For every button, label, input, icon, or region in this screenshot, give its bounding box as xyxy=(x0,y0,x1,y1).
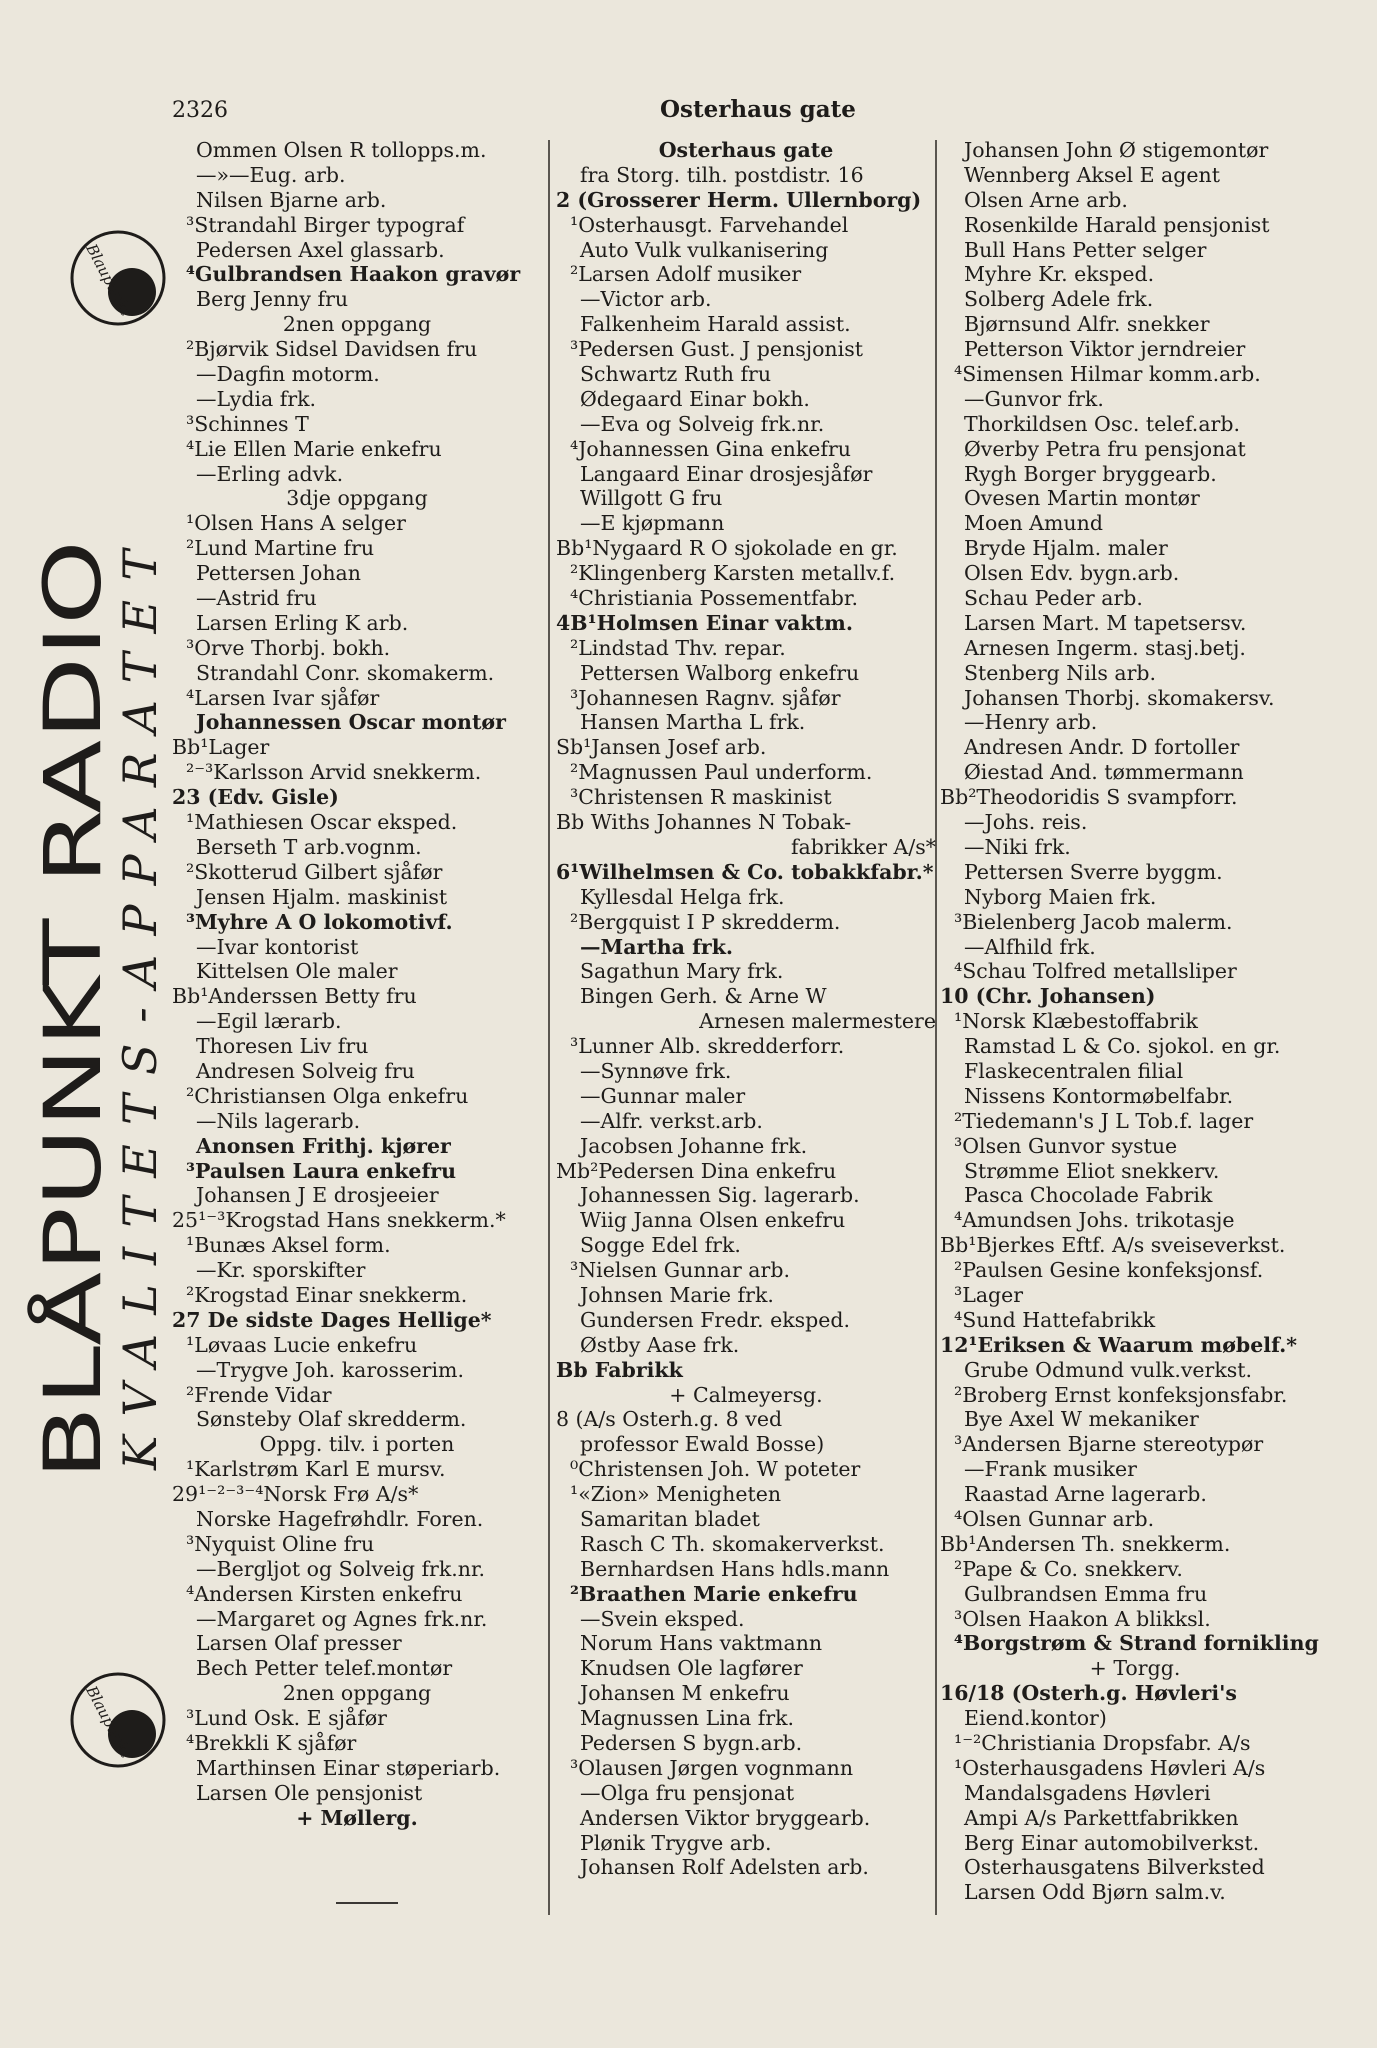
directory-line: —Martha frk. xyxy=(580,934,734,959)
directory-line: ³Myhre A O lokomotivf. xyxy=(186,909,453,934)
directory-line: Øverby Petra fru pensjonat xyxy=(964,436,1246,461)
directory-line: Strandahl Conr. skomakerm. xyxy=(196,660,495,685)
directory-line: ⁴Andersen Kirsten enkefru xyxy=(186,1581,463,1606)
directory-line: Kyllesdal Helga frk. xyxy=(580,884,785,909)
directory-line: Knudsen Ole lagfører xyxy=(580,1656,803,1681)
directory-line: —Bergljot og Solveig frk.nr. xyxy=(196,1556,486,1581)
directory-line: Willgott G fru xyxy=(580,486,723,511)
directory-line: Falkenheim Harald assist. xyxy=(580,312,851,337)
directory-line: + Torgg. xyxy=(1089,1656,1181,1681)
directory-line: ³Bielenberg Jacob malerm. xyxy=(954,909,1233,934)
directory-line: ²Bjørvik Sidsel Davidsen fru xyxy=(186,337,478,362)
directory-line: ²Larsen Adolf musiker xyxy=(570,262,802,287)
column-rule xyxy=(548,140,550,1915)
directory-line: ³Lager xyxy=(954,1282,1024,1307)
directory-line: Kittelsen Ole maler xyxy=(196,959,398,984)
directory-line: Rasch C Th. skomakerverkst. xyxy=(580,1531,885,1556)
directory-line: Bech Petter telef.montør xyxy=(196,1656,453,1681)
directory-line: Bb²Theodoridis S svampforr. xyxy=(940,785,1238,810)
directory-line: ³Olausen Jørgen vognmann xyxy=(570,1755,854,1780)
directory-line: ²Christiansen Olga enkefru xyxy=(186,1083,469,1108)
directory-line: Wiig Janna Olsen enkefru xyxy=(580,1208,846,1233)
directory-line: Bb¹Lager xyxy=(172,735,270,760)
directory-line: ²Lund Martine fru xyxy=(186,536,375,561)
directory-line: ³Nyquist Oline fru xyxy=(186,1531,375,1556)
directory-line: ¹Osterhausgt. Farvehandel xyxy=(570,212,849,237)
directory-line: Bb¹Bjerkes Eftf. A/s sveiseverkst. xyxy=(940,1233,1286,1258)
directory-line: Larsen Ole pensjonist xyxy=(196,1780,423,1805)
directory-line: Sagathun Mary frk. xyxy=(580,959,784,984)
directory-line: ⁴Olsen Gunnar arb. xyxy=(954,1506,1155,1531)
directory-line: 6¹Wilhelmsen & Co. tobakkfabr.* xyxy=(556,859,934,884)
directory-line: Olsen Edv. bygn.arb. xyxy=(964,561,1180,586)
directory-line: Jensen Hjalm. maskinist xyxy=(196,884,448,909)
directory-line: Sønsteby Olaf skredderm. xyxy=(196,1407,467,1432)
directory-line: Osterhausgatens Bilverksted xyxy=(964,1855,1265,1880)
directory-line: ²Lindstad Thv. repar. xyxy=(570,635,786,660)
directory-line: ³Strandahl Birger typograf xyxy=(186,212,465,237)
directory-line: Jacobsen Johanne frk. xyxy=(580,1133,808,1158)
directory-line: ²Paulsen Gesine konfeksjonsf. xyxy=(954,1258,1264,1283)
directory-line: ²Bergquist I P skredderm. xyxy=(570,909,841,934)
directory-line: Anonsen Frithj. kjører xyxy=(196,1133,451,1158)
directory-line: 12¹Eriksen & Waarum møbelf.* xyxy=(940,1332,1298,1357)
directory-line: —Kr. sporskifter xyxy=(196,1258,366,1283)
directory-line: ³Schinnes T xyxy=(186,411,309,436)
directory-line: ⁴Brekkli K sjåfør xyxy=(186,1731,357,1755)
directory-line: Gulbrandsen Emma fru xyxy=(964,1581,1208,1606)
directory-line: Mandalsgadens Høvleri xyxy=(964,1780,1211,1805)
directory-line: Johansen Rolf Adelsten arb. xyxy=(580,1855,869,1880)
directory-line: ²Magnussen Paul underform. xyxy=(570,760,873,785)
directory-line: Samaritan bladet xyxy=(580,1506,760,1531)
directory-line: Bb¹Andersen Th. snekkerm. xyxy=(940,1531,1231,1556)
directory-line: Auto Vulk vulkanisering xyxy=(580,237,829,262)
directory-line: Pettersen Sverre byggm. xyxy=(964,859,1223,884)
directory-line: Gundersen Fredr. eksped. xyxy=(580,1307,851,1332)
blaupunkt-logo-top xyxy=(58,222,168,332)
vertical-advert xyxy=(29,540,168,1500)
directory-line: Rygh Borger bryggearb. xyxy=(964,461,1217,486)
directory-line: Bryde Hjalm. maler xyxy=(964,536,1168,561)
directory-line: Berg Jenny fru xyxy=(196,287,349,312)
directory-line: —Victor arb. xyxy=(580,287,712,312)
directory-line: Bull Hans Petter selger xyxy=(964,237,1207,262)
directory-line: Marthinsen Einar støperiarb. xyxy=(196,1755,501,1780)
directory-line: Grube Odmund vulk.verkst. xyxy=(964,1357,1253,1382)
directory-line: —Niki frk. xyxy=(964,834,1071,859)
directory-line: ¹⁻²Christiania Dropsfabr. A/s xyxy=(954,1731,1251,1755)
directory-line: ⁴Simensen Hilmar komm.arb. xyxy=(954,362,1261,387)
directory-line: —Synnøve frk. xyxy=(580,1058,732,1083)
directory-line: —Gunvor frk. xyxy=(964,386,1104,411)
blaupunkt-logo-bottom xyxy=(58,1664,168,1774)
directory-line: Arnesen Ingerm. stasj.betj. xyxy=(964,635,1246,660)
directory-line: Stenberg Nils arb. xyxy=(964,660,1157,685)
directory-line: Bb Withs Johannes N Tobak- xyxy=(556,810,852,835)
directory-line: Johannessen Oscar montør xyxy=(196,710,506,735)
directory-line: Flaskecentralen filial xyxy=(964,1058,1184,1083)
directory-line: —Olga fru pensjonat xyxy=(580,1780,795,1805)
directory-line: Arnesen malermestere xyxy=(699,1009,936,1034)
directory-line: Ampi A/s Parkettfabrikken xyxy=(964,1805,1239,1830)
directory-line: Sogge Edel frk. xyxy=(580,1233,741,1258)
directory-line: Ramstad L & Co. sjokol. en gr. xyxy=(964,1034,1281,1059)
directory-line: —Svein eksped. xyxy=(580,1606,745,1631)
directory-line: 2nen oppgang xyxy=(282,1681,432,1706)
directory-line: 16/18 (Osterh.g. Høvleri's xyxy=(940,1681,1237,1706)
directory-line: Nilsen Bjarne arb. xyxy=(196,187,387,212)
directory-line: ²Pape & Co. snekkerv. xyxy=(954,1556,1183,1581)
directory-line: —Egil lærarb. xyxy=(196,1009,342,1034)
page-number: 2326 xyxy=(172,98,228,123)
directory-line: Strømme Eliot snekkerv. xyxy=(964,1158,1220,1183)
directory-line: Bjørnsund Alfr. snekker xyxy=(964,312,1210,337)
advert-brand: BLÅPUNKT RADIO xyxy=(29,800,119,1480)
directory-line: Olsen Arne arb. xyxy=(964,187,1128,212)
directory-line: Larsen Erling K arb. xyxy=(196,610,409,635)
directory-line: Johansen J E drosjeeier xyxy=(196,1183,439,1208)
directory-line: ²⁻³Karlsson Arvid snekkerm. xyxy=(186,760,482,785)
directory-line: —Henry arb. xyxy=(964,710,1098,735)
directory-line: Bingen Gerh. & Arne W xyxy=(580,984,827,1009)
directory-line: —Trygve Joh. karosserim. xyxy=(196,1357,464,1382)
directory-line: Nyborg Maien frk. xyxy=(964,884,1157,909)
directory-line: 27 De sidste Dages Hellige* xyxy=(172,1307,492,1332)
directory-line: Norske Hagefrøhdlr. Foren. xyxy=(196,1506,484,1531)
directory-line: Langaard Einar drosjesjåfør xyxy=(580,461,873,486)
directory-line: Pedersen S bygn.arb. xyxy=(580,1731,803,1755)
directory-line: —Alfhild frk. xyxy=(964,934,1096,959)
end-dash xyxy=(336,1902,398,1904)
directory-line: Johannessen Sig. lagerarb. xyxy=(580,1183,860,1208)
directory-line: Oppg. tilv. i porten xyxy=(259,1432,455,1457)
logo-text: Blaupunkt xyxy=(82,1682,136,1761)
directory-line: ⁴Christiania Possementfabr. xyxy=(570,586,858,611)
directory-line: —Dagfin motorm. xyxy=(196,362,380,387)
directory-line: 2 (Grosserer Herm. Ullernborg) xyxy=(556,187,922,212)
directory-line: Andresen Solveig fru xyxy=(196,1058,415,1083)
directory-line: —Nils lagerarb. xyxy=(196,1108,361,1133)
directory-line: Johnsen Marie frk. xyxy=(580,1282,774,1307)
column-1 xyxy=(172,138,542,1831)
directory-line: Plønik Trygve arb. xyxy=(580,1830,772,1855)
directory-line: —E kjøpmann xyxy=(580,511,725,536)
directory-line: —Alfr. verkst.arb. xyxy=(580,1108,763,1133)
directory-line: 3dje oppgang xyxy=(286,486,428,511)
directory-line: —Johs. reis. xyxy=(964,810,1088,835)
directory-line: ⁴Lie Ellen Marie enkefru xyxy=(186,436,442,461)
column-2 xyxy=(556,138,936,1880)
directory-line: Sb¹Jansen Josef arb. xyxy=(556,735,767,760)
directory-line: Schau Peder arb. xyxy=(964,586,1143,611)
directory-line: ⁴Borgstrøm & Strand fornikling xyxy=(954,1631,1319,1656)
directory-line: ⁴Larsen Ivar sjåfør xyxy=(186,685,380,710)
directory-line: 23 (Edv. Gisle) xyxy=(172,785,339,810)
directory-line: fra Storg. tilh. postdistr. 16 xyxy=(580,162,864,187)
directory-line: ²Klingenberg Karsten metallv.f. xyxy=(570,561,896,586)
directory-line: Østby Aase frk. xyxy=(580,1332,740,1357)
directory-line: ³Pedersen Gust. J pensjonist xyxy=(570,337,863,362)
directory-line: ³Lund Osk. E sjåfør xyxy=(186,1706,387,1731)
directory-line: —Lydia frk. xyxy=(196,386,317,411)
directory-line: Larsen Odd Bjørn salm.v. xyxy=(964,1880,1226,1905)
directory-line: Pedersen Axel glassarb. xyxy=(196,237,445,262)
directory-line: ⁴Gulbrandsen Haakon gravør xyxy=(186,262,521,287)
directory-line: ³Andersen Bjarne stereotypør xyxy=(954,1432,1264,1457)
directory-line: ⁴Sund Hattefabrikk xyxy=(954,1307,1156,1332)
directory-line: —Gunnar maler xyxy=(580,1083,746,1108)
directory-line: Bernhardsen Hans hdls.mann xyxy=(580,1556,890,1581)
directory-line: ²Tiedemann's J L Tob.f. lager xyxy=(954,1108,1254,1133)
directory-line: Nissens Kontormøbelfabr. xyxy=(964,1083,1234,1108)
directory-line: 29¹⁻²⁻³⁻⁴Norsk Frø A/s* xyxy=(172,1482,419,1507)
directory-line: Schwartz Ruth fru xyxy=(580,362,772,387)
directory-line: Pasca Chocolade Fabrik xyxy=(964,1183,1213,1208)
directory-line: Berseth T arb.vognm. xyxy=(196,834,422,859)
directory-line: Bb Fabrikk xyxy=(556,1357,683,1382)
directory-line: Ødegaard Einar bokh. xyxy=(580,386,810,411)
directory-line: —Frank musiker xyxy=(964,1457,1137,1482)
directory-line: Petterson Viktor jerndreier xyxy=(964,337,1246,362)
directory-line: ¹Karlstrøm Karl E mursv. xyxy=(186,1457,446,1482)
directory-line: 4B¹Holmsen Einar vaktm. xyxy=(556,610,853,635)
directory-line: + Calmeyersg. xyxy=(669,1382,823,1407)
directory-line: Andresen Andr. D fortoller xyxy=(964,735,1240,760)
directory-line: Øiestad And. tømmermann xyxy=(964,760,1244,785)
directory-line: Wennberg Aksel E agent xyxy=(964,162,1220,187)
directory-line: Johansen Thorbj. skomakersv. xyxy=(964,685,1275,710)
directory-line: Solberg Adele frk. xyxy=(964,287,1154,312)
directory-line: —Margaret og Agnes frk.nr. xyxy=(196,1606,488,1631)
directory-line: Hansen Martha L frk. xyxy=(580,710,806,735)
directory-line: —»—Eug. arb. xyxy=(196,162,346,187)
directory-line: Andersen Viktor bryggearb. xyxy=(580,1805,871,1830)
directory-line: ³Olsen Haakon A blikksl. xyxy=(954,1606,1211,1631)
directory-line: Norum Hans vaktmann xyxy=(580,1631,823,1656)
directory-line: —Erling advk. xyxy=(196,461,344,486)
directory-line: ³Paulsen Laura enkefru xyxy=(186,1158,456,1183)
directory-line: ¹Løvaas Lucie enkefru xyxy=(186,1332,418,1357)
directory-line: Johansen John Ø stigemontør xyxy=(964,138,1269,162)
directory-line: ³Christensen R maskinist xyxy=(570,785,832,810)
directory-line: Thorkildsen Osc. telef.arb. xyxy=(964,411,1240,436)
directory-line: Magnussen Lina frk. xyxy=(580,1706,795,1731)
directory-line: Bb¹Anderssen Betty fru xyxy=(172,984,417,1009)
directory-line: ⁴Amundsen Johs. trikotasje xyxy=(954,1208,1235,1233)
directory-line: ¹Olsen Hans A selger xyxy=(186,511,406,536)
directory-line: Pettersen Walborg enkefru xyxy=(580,660,860,685)
running-title: Osterhaus gate xyxy=(660,96,856,123)
directory-line: Larsen Olaf presser xyxy=(196,1631,402,1656)
directory-line: —Astrid fru xyxy=(196,586,317,611)
directory-line: ¹Osterhausgadens Høvleri A/s xyxy=(954,1755,1266,1780)
directory-line: ¹Bunæs Aksel form. xyxy=(186,1233,391,1258)
directory-line: Bb¹Nygaard R O sjokolade en gr. xyxy=(556,536,898,561)
column-3 xyxy=(940,138,1330,1905)
directory-line: Eiend.kontor) xyxy=(964,1706,1107,1731)
directory-line: ³Orve Thorbj. bokh. xyxy=(186,635,391,660)
advert-tagline: KVALITETS-APPARATET xyxy=(113,549,167,1470)
directory-line: Johansen M enkefru xyxy=(580,1681,790,1706)
directory-line: Moen Amund xyxy=(964,511,1103,536)
directory-line: Ovesen Martin montør xyxy=(964,486,1200,511)
directory-line: ²Krogstad Einar snekkerm. xyxy=(186,1282,468,1307)
directory-line: Ommen Olsen R tollopps.m. xyxy=(196,138,487,162)
directory-line: ²Skotterud Gilbert sjåfør xyxy=(186,859,443,884)
directory-line: ²Frende Vidar xyxy=(186,1382,332,1407)
directory-line: ²Broberg Ernst konfeksjonsfabr. xyxy=(954,1382,1288,1407)
directory-line: ³Olsen Gunvor systue xyxy=(954,1133,1178,1158)
directory-line: ⁴Johannessen Gina enkefru xyxy=(570,436,851,461)
directory-line: ⁴Schau Tolfred metallsliper xyxy=(954,959,1237,984)
directory-line: Thoresen Liv fru xyxy=(196,1034,369,1059)
directory-line: ¹Mathiesen Oscar eksped. xyxy=(186,810,458,835)
directory-line: ⁰Christensen Joh. W poteter xyxy=(570,1457,861,1482)
logo-text: Blaupunkt xyxy=(82,240,136,319)
directory-line: ³Johannesen Ragnv. sjåfør xyxy=(570,685,841,710)
directory-line: 8 (A/s Osterh.g. 8 ved xyxy=(556,1407,783,1432)
directory-line: fabrikker A/s* xyxy=(790,834,936,859)
directory-line: Mb²Pedersen Dina enkefru xyxy=(556,1158,837,1183)
directory-line: ¹«Zion» Menigheten xyxy=(570,1482,782,1507)
directory-line: Larsen Mart. M tapetsersv. xyxy=(964,610,1247,635)
directory-line: 10 (Chr. Johansen) xyxy=(940,984,1156,1009)
directory-line: Bye Axel W mekaniker xyxy=(964,1407,1199,1432)
directory-line: Berg Einar automobilverkst. xyxy=(964,1830,1260,1855)
directory-line: ¹Norsk Klæbestoffabrik xyxy=(954,1009,1198,1034)
directory-line: Osterhaus gate xyxy=(658,138,834,162)
directory-line: —Ivar kontorist xyxy=(196,934,359,959)
directory-line: Pettersen Johan xyxy=(196,561,361,586)
directory-line: ²Braathen Marie enkefru xyxy=(570,1581,858,1606)
directory-line: Myhre Kr. eksped. xyxy=(964,262,1155,287)
directory-line: Raastad Arne lagerarb. xyxy=(964,1482,1207,1507)
directory-line: + Møllerg. xyxy=(296,1805,418,1830)
directory-line: —Eva og Solveig frk.nr. xyxy=(580,411,825,436)
directory-line: 25¹⁻³Krogstad Hans snekkerm.* xyxy=(172,1208,506,1233)
directory-line: ³Nielsen Gunnar arb. xyxy=(570,1258,790,1283)
directory-line: 2nen oppgang xyxy=(282,312,432,337)
directory-line: professor Ewald Bosse) xyxy=(580,1432,825,1457)
directory-line: ³Lunner Alb. skredderforr. xyxy=(570,1034,845,1059)
directory-line: Rosenkilde Harald pensjonist xyxy=(964,212,1270,237)
